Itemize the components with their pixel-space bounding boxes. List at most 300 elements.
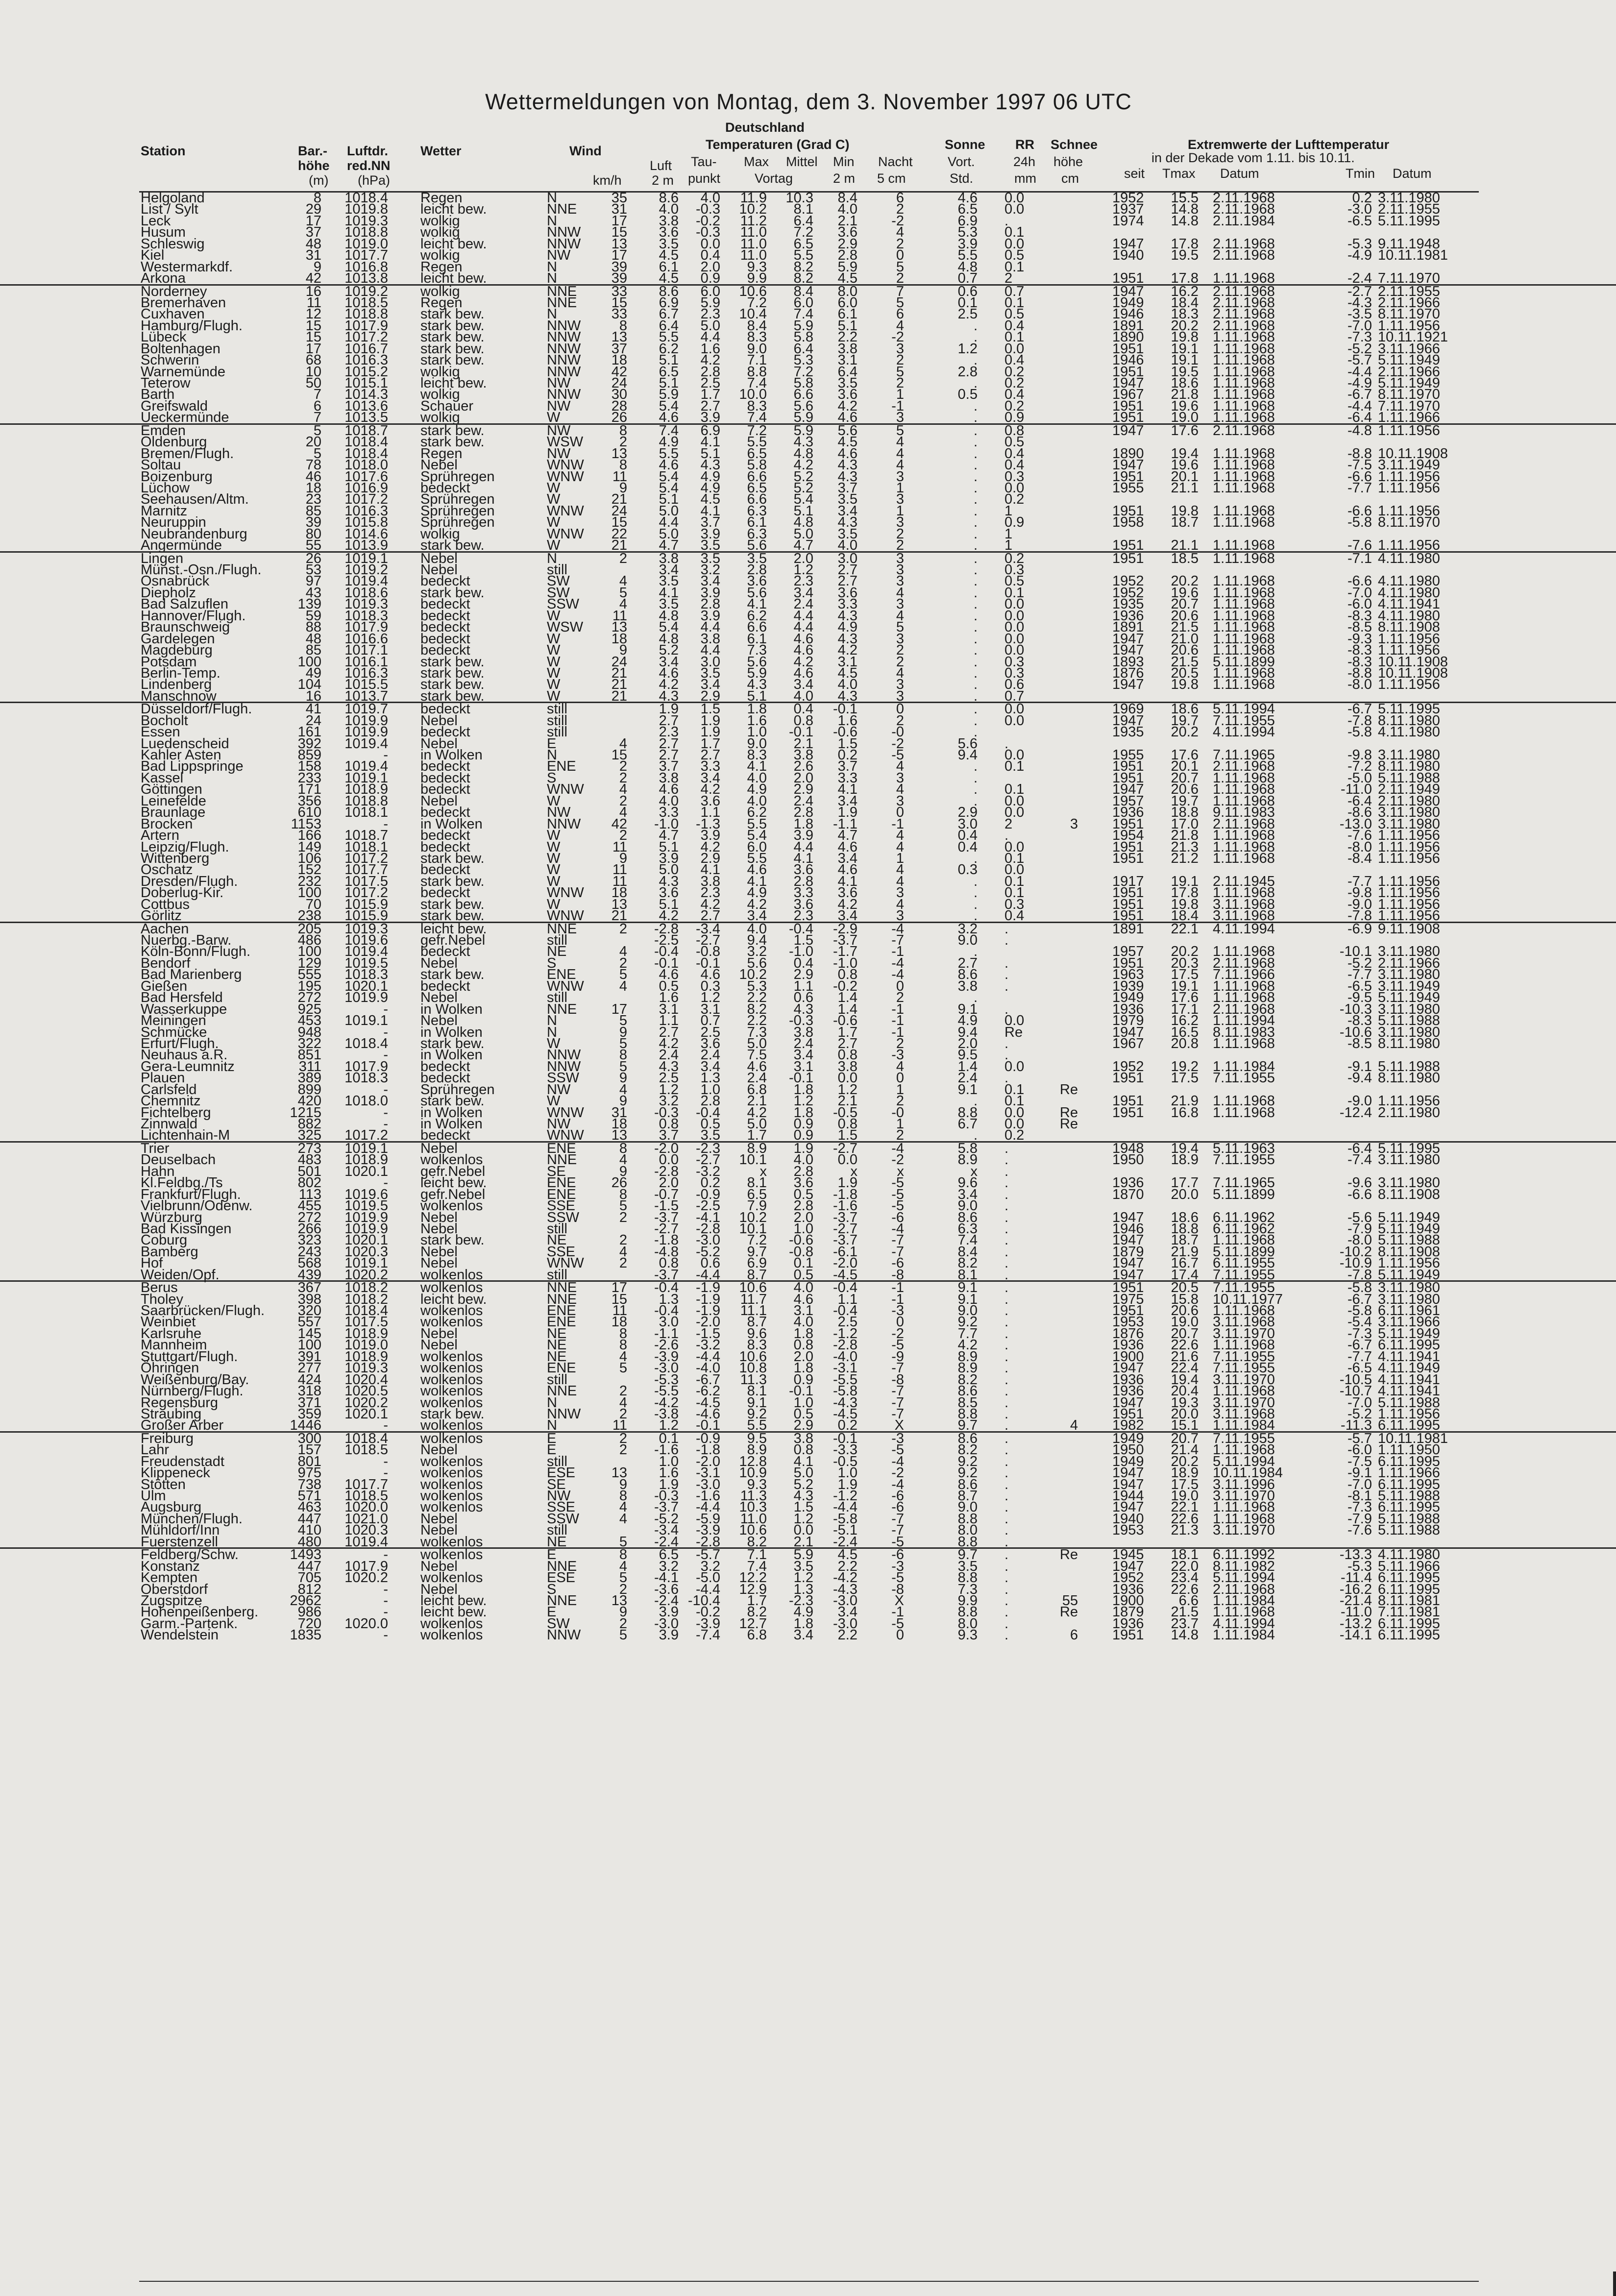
elevation: 948 — [297, 1024, 321, 1040]
air-temp: 2.0 — [659, 1175, 679, 1191]
tmax-value: 19.0 — [1171, 410, 1199, 426]
pressure: 1019.9 — [344, 1221, 388, 1237]
dewpoint: 3.4 — [700, 677, 720, 693]
wind-speed: 5 — [619, 1198, 627, 1214]
wind-speed: 24 — [611, 654, 627, 670]
wind-direction: W — [547, 480, 561, 496]
sunshine-hours: 8.5 — [957, 1394, 978, 1411]
elevation: 802 — [297, 1175, 321, 1191]
extreme-since: 1951 — [1112, 955, 1144, 971]
tmin-value: -6.6 — [1347, 1186, 1372, 1202]
min-temp: 4.6 — [837, 839, 857, 855]
elevation: 859 — [297, 747, 321, 763]
wind-direction: W — [547, 491, 561, 508]
max-temp: 11.2 — [740, 213, 767, 229]
tmax-value: 15.8 — [1171, 1291, 1199, 1307]
sunshine-hours: . — [973, 573, 978, 589]
max-temp: 4.1 — [747, 758, 767, 775]
min-temp: -3.7 — [833, 932, 857, 948]
tmin-date: 3.11.1980 — [1378, 1291, 1440, 1307]
wind-speed: 2 — [619, 550, 627, 566]
station-name: Lübeck — [141, 329, 187, 345]
sunshine-hours: 5.6 — [957, 735, 978, 752]
air-temp: -1.8 — [654, 1232, 679, 1248]
night-min-temp: 1 — [896, 503, 904, 519]
tmin-value: -16.2 — [1339, 1581, 1372, 1597]
precipitation: . — [1004, 1244, 1009, 1260]
tmax-value: 19.5 — [1171, 247, 1199, 264]
max-temp: 6.3 — [747, 503, 767, 519]
weather: stark bew. — [420, 585, 485, 601]
tmax-value: 20.2 — [1171, 944, 1199, 960]
wind-direction: NE — [547, 1348, 567, 1365]
station-group — [0, 283, 1616, 426]
sunshine-hours: 8.9 — [957, 1152, 978, 1168]
tmin-date: 5.11.1988 — [1378, 770, 1440, 786]
station-name: Klippeneck — [141, 1465, 210, 1481]
dewpoint: 5.1 — [700, 445, 720, 462]
tmin-value: -5.2 — [1347, 341, 1372, 357]
night-min-temp: 3 — [896, 514, 904, 531]
sunshine-hours: 4.8 — [957, 259, 978, 275]
max-temp: 9.0 — [747, 735, 767, 752]
min-temp: 4.6 — [837, 410, 857, 426]
min-temp: 4.1 — [837, 873, 857, 889]
min-temp: 3.1 — [837, 654, 857, 670]
wind-direction: W — [547, 688, 561, 704]
air-temp: 3.2 — [659, 1093, 679, 1109]
tmax-date: 1.11.1968 — [1213, 364, 1275, 380]
min-temp: 4.3 — [837, 688, 857, 704]
extreme-since: 1953 — [1112, 1522, 1144, 1539]
extreme-since: 1947 — [1112, 1232, 1144, 1248]
dewpoint: 3.5 — [700, 537, 720, 554]
air-temp: 4.9 — [659, 434, 679, 450]
air-temp: -3.7 — [654, 1499, 679, 1515]
wind-speed: 2 — [619, 1406, 627, 1422]
min-temp: 4.2 — [837, 642, 857, 659]
max-temp: 11.7 — [740, 1291, 767, 1307]
dewpoint: 1.5 — [700, 701, 720, 717]
air-temp: 6.7 — [659, 306, 679, 322]
min-temp: 3.8 — [837, 341, 857, 357]
extreme-since: 1958 — [1112, 514, 1144, 531]
night-min-temp: 3 — [896, 410, 904, 426]
pressure: 1019.4 — [344, 944, 388, 960]
pressure: 1020.0 — [344, 1615, 388, 1632]
wind-direction: S — [547, 1581, 557, 1597]
mean-temp: 4.6 — [793, 1291, 813, 1307]
mean-temp: 3.8 — [793, 747, 813, 763]
station-name: Ulm — [141, 1488, 166, 1504]
tmin-date: 10.11.1981 — [1378, 247, 1448, 264]
min-temp: 3.6 — [837, 585, 857, 601]
tmax-value: 16.5 — [1171, 1024, 1199, 1040]
station-name: Bamberg — [141, 1244, 198, 1260]
tmin-value: -7.3 — [1347, 1325, 1372, 1342]
tmax-date: 1.11.1968 — [1213, 793, 1275, 809]
night-min-temp: -6 — [891, 1209, 904, 1225]
night-min-temp: -4 — [891, 1140, 904, 1156]
elevation: 5 — [313, 422, 321, 439]
sunshine-hours: 3.2 — [957, 921, 978, 937]
snow-depth: Re — [1059, 1104, 1078, 1121]
max-temp: 12.8 — [739, 1453, 767, 1469]
max-temp: 9.9 — [747, 270, 767, 287]
min-temp: -3.7 — [833, 1209, 857, 1225]
mean-temp: 5.6 — [793, 398, 813, 414]
wind-direction: ENE — [547, 1303, 576, 1319]
wind-direction: W — [547, 665, 561, 681]
tmin-value: -4.4 — [1347, 398, 1372, 414]
max-temp: 7.9 — [747, 1198, 767, 1214]
precipitation: . — [1004, 1476, 1009, 1492]
night-min-temp: -6 — [891, 1488, 904, 1504]
station-name: Görlitz — [141, 908, 182, 924]
tmax-value: 20.0 — [1171, 1406, 1199, 1422]
mean-temp: 2.8 — [793, 873, 813, 889]
tmax-date: 2.11.1968 — [1213, 247, 1275, 264]
sunshine-hours: 8.2 — [957, 1371, 978, 1388]
wind-direction: NNW — [547, 224, 581, 241]
header-precip: RR — [1015, 137, 1034, 152]
tmin-date: 1.11.1956 — [1378, 839, 1440, 855]
elevation: 389 — [297, 1070, 321, 1086]
tmax-date: 2.11.1968 — [1213, 1001, 1275, 1017]
sunshine-hours: 6.7 — [957, 1116, 978, 1132]
station-name: Münst.-Osn./Flugh. — [141, 562, 262, 578]
mean-temp: 3.5 — [793, 1558, 813, 1574]
tmax-value: 19.2 — [1171, 1058, 1199, 1075]
pressure: - — [383, 1453, 388, 1469]
station-name: Bocholt — [141, 712, 188, 729]
dewpoint: 0.3 — [700, 978, 720, 994]
pressure: 1013.6 — [344, 398, 388, 414]
extreme-since: 1890 — [1112, 445, 1144, 462]
max-temp: 3.4 — [747, 908, 767, 924]
elevation: 1493 — [290, 1547, 321, 1563]
dewpoint: -4.6 — [696, 1406, 720, 1422]
wind-speed: 2 — [619, 921, 627, 937]
min-temp: 4.6 — [837, 445, 857, 462]
precipitation: . — [1004, 1394, 1009, 1411]
dewpoint: -3.0 — [696, 1476, 720, 1492]
station-name: Kempten — [141, 1570, 198, 1586]
pressure: 1019.6 — [344, 932, 388, 948]
mean-temp: 2.8 — [793, 805, 813, 821]
min-temp: -2.7 — [833, 1221, 857, 1237]
tmin-date: 2.11.1955 — [1378, 283, 1440, 299]
air-temp: 3.1 — [659, 1001, 679, 1017]
station-name: Großer Arber — [141, 1417, 224, 1434]
sunshine-hours: . — [973, 468, 978, 485]
sunshine-hours: 8.6 — [957, 967, 978, 983]
wind-speed: 4 — [619, 735, 627, 752]
wind-speed: 8 — [619, 457, 627, 473]
mean-temp: -0.1 — [789, 1070, 813, 1086]
air-temp: 1.2 — [659, 1081, 679, 1098]
min-temp: -5.5 — [833, 1371, 857, 1388]
precipitation: 0.3 — [1004, 665, 1025, 681]
mean-temp: 4.2 — [793, 457, 813, 473]
min-temp: 3.4 — [837, 793, 857, 809]
wind-speed: 9 — [619, 1163, 627, 1179]
tmax-date: 1.11.1968 — [1213, 387, 1275, 403]
mean-temp: 1.5 — [793, 932, 813, 948]
night-min-temp: -8 — [891, 1581, 904, 1597]
night-min-temp: 3 — [896, 677, 904, 693]
pressure: 1018.1 — [344, 805, 388, 821]
air-temp: 4.5 — [659, 270, 679, 287]
air-temp: -4.8 — [654, 1244, 679, 1260]
weather: leicht bew. — [420, 921, 487, 937]
min-temp: 4.3 — [837, 631, 857, 647]
tmax-date: 5.11.1994 — [1213, 1453, 1275, 1469]
wind-direction: W — [547, 1093, 561, 1109]
tmin-date: 2.11.1966 — [1378, 955, 1440, 971]
min-temp: -1.1 — [833, 816, 857, 832]
elevation: 300 — [297, 1430, 321, 1446]
min-temp: -3.0 — [833, 1592, 857, 1609]
pressure: 1017.9 — [344, 619, 388, 635]
tmin-date: 3.11.1980 — [1378, 1024, 1440, 1040]
precipitation: . — [1004, 1627, 1009, 1643]
night-min-temp: -2 — [891, 1152, 904, 1168]
extreme-since: 1936 — [1112, 608, 1144, 624]
wind-direction: WSW — [547, 434, 584, 450]
sunshine-hours: 1.2 — [957, 341, 978, 357]
tmax-value: 21.0 — [1171, 631, 1199, 647]
tmax-value: 22.1 — [1171, 921, 1199, 937]
station-name: Bremerhaven — [141, 294, 226, 311]
tmax-value: 20.8 — [1171, 1035, 1199, 1051]
pressure: 1017.9 — [344, 318, 388, 334]
tmax-value: 18.9 — [1171, 1465, 1199, 1481]
wind-direction: WNW — [547, 526, 584, 542]
mean-temp: -0.8 — [789, 1244, 813, 1260]
pressure: 1019.3 — [344, 213, 388, 229]
min-temp: 4.0 — [837, 677, 857, 693]
pressure: - — [383, 1001, 388, 1017]
tmax-value: 19.3 — [1171, 1394, 1199, 1411]
tmin-date: 5.11.1988 — [1378, 1488, 1440, 1504]
night-min-temp: -7 — [891, 1360, 904, 1376]
weather: Nebel — [420, 1581, 458, 1597]
night-min-temp: -5 — [891, 1615, 904, 1632]
elevation: 2962 — [290, 1592, 321, 1609]
tmax-date: 1.11.1968 — [1213, 410, 1275, 426]
tmin-value: -6.0 — [1347, 596, 1372, 612]
precipitation: 0.1 — [1004, 885, 1025, 901]
precipitation: . — [1004, 1001, 1009, 1017]
precipitation: 0.0 — [1004, 480, 1025, 496]
sunshine-hours: . — [973, 873, 978, 889]
pressure: 1015.5 — [344, 677, 388, 693]
extreme-since: 1947 — [1112, 1255, 1144, 1271]
elevation: 48 — [305, 631, 321, 647]
air-temp: 5.9 — [659, 387, 679, 403]
extreme-since: 1891 — [1112, 619, 1144, 635]
mean-temp: 1.8 — [793, 1325, 813, 1342]
wind-direction: SSE — [547, 1499, 576, 1515]
wind-direction: NNE — [547, 294, 577, 311]
precipitation: Re — [1004, 1024, 1023, 1040]
max-temp: 10.2 — [739, 967, 767, 983]
max-temp: 10.4 — [739, 306, 767, 322]
tmin-date: 4.11.1980 — [1378, 585, 1440, 601]
wind-speed: 18 — [611, 631, 627, 647]
tmin-value: -8.0 — [1347, 677, 1372, 693]
max-temp: 7.2 — [747, 422, 767, 439]
air-temp: 4.0 — [659, 201, 679, 218]
wind-speed: 4 — [619, 1394, 627, 1411]
pressure: 1013.5 — [344, 410, 388, 426]
max-temp: 5.6 — [747, 537, 767, 554]
pressure: 1020.4 — [344, 1371, 388, 1388]
night-min-temp: 1 — [896, 1116, 904, 1132]
night-min-temp: 2 — [896, 352, 904, 368]
air-temp: 4.6 — [659, 410, 679, 426]
wind-speed: 28 — [611, 398, 627, 414]
pressure: 1016.8 — [344, 259, 388, 275]
sunshine-hours: . — [973, 990, 978, 1006]
station-name: Brocken — [141, 816, 193, 832]
tmin-date: 7.11.1981 — [1378, 1604, 1440, 1620]
pressure: 1017.1 — [344, 642, 388, 659]
wind-speed: 17 — [611, 213, 627, 229]
tmin-date: 8.11.1980 — [1378, 1035, 1440, 1051]
wind-speed: 11 — [612, 468, 627, 485]
mean-temp: 1.2 — [793, 1093, 813, 1109]
elevation: 555 — [297, 967, 321, 983]
station-name: Warnemünde — [141, 364, 226, 380]
sunshine-hours: 9.7 — [957, 1547, 978, 1563]
pressure: 1017.6 — [344, 468, 388, 485]
min-temp: 3.3 — [837, 770, 857, 786]
night-min-temp: -4 — [891, 1221, 904, 1237]
station-name: Freudenstadt — [141, 1453, 224, 1469]
dewpoint: 4.1 — [700, 434, 720, 450]
night-min-temp: -7 — [891, 1394, 904, 1411]
elevation: 106 — [297, 850, 321, 866]
night-min-temp: -5 — [891, 1442, 904, 1458]
dewpoint: 0.9 — [700, 270, 720, 287]
sunshine-hours: 8.8 — [957, 1604, 978, 1620]
tmin-date: 1.11.1956 — [1378, 631, 1440, 647]
dewpoint: 1.3 — [700, 1070, 720, 1086]
tmax-date: 5.11.1899 — [1213, 1244, 1275, 1260]
pressure: 1017.5 — [344, 1314, 388, 1330]
wind-speed: 9 — [619, 1024, 627, 1040]
elevation: 15 — [305, 318, 321, 334]
dewpoint: 6.9 — [700, 422, 720, 439]
tmax-value: 17.5 — [1171, 1070, 1199, 1086]
precipitation: 0.1 — [1004, 259, 1025, 275]
snow-depth: Re — [1059, 1116, 1078, 1132]
extreme-since: 1951 — [1112, 1406, 1144, 1422]
table-row — [0, 1267, 1616, 1283]
night-min-temp: -6 — [891, 1547, 904, 1563]
max-temp: 9.6 — [747, 1325, 767, 1342]
dewpoint: 1.6 — [700, 341, 720, 357]
tmin-value: -6.7 — [1347, 387, 1372, 403]
mean-temp: 0.8 — [793, 712, 813, 729]
night-min-temp: -7 — [891, 1232, 904, 1248]
extreme-since: 1951 — [1112, 1093, 1144, 1109]
tmin-date: 3.11.1980 — [1378, 1175, 1440, 1191]
tmin-value: -5.3 — [1347, 1558, 1372, 1574]
weather: Nebel — [420, 562, 458, 578]
wind-direction: S — [547, 955, 557, 971]
max-temp: 8.1 — [747, 1383, 767, 1399]
station-name: Feldberg/Schw. — [141, 1547, 239, 1563]
wind-speed: 2 — [619, 770, 627, 786]
elevation: 398 — [297, 1291, 321, 1307]
weather: wolkenlos — [420, 1348, 483, 1365]
dewpoint: 0.4 — [700, 247, 720, 264]
weather: bedeckt — [420, 642, 470, 659]
elevation: 568 — [297, 1255, 321, 1271]
station-name: Karlsruhe — [141, 1325, 202, 1342]
pressure: 1017.7 — [344, 1476, 388, 1492]
dewpoint: 1.1 — [700, 805, 720, 821]
extreme-since: 1936 — [1112, 1383, 1144, 1399]
wind-direction: NNW — [547, 1627, 581, 1643]
mean-temp: 5.4 — [793, 491, 813, 508]
weather: Nebel — [420, 990, 458, 1006]
dewpoint: -0.9 — [696, 1430, 720, 1446]
wind-speed: 5 — [619, 1360, 627, 1376]
tmin-value: -5.7 — [1347, 1430, 1372, 1446]
elevation: 322 — [297, 1035, 321, 1051]
tmin-date: 5.11.1995 — [1378, 701, 1440, 717]
precipitation: 1 — [1004, 526, 1013, 542]
wind-speed: 21 — [611, 908, 627, 924]
tmin-date: 5.11.1988 — [1378, 1058, 1440, 1075]
precipitation: . — [1004, 1070, 1009, 1086]
max-temp: 12.7 — [739, 1615, 767, 1632]
pressure: - — [383, 816, 388, 832]
station-name: Barth — [141, 387, 175, 403]
wind-direction: SW — [547, 573, 570, 589]
tmax-value: 20.4 — [1171, 1383, 1199, 1399]
wind-direction: still — [547, 1371, 567, 1388]
precipitation: 0.4 — [1004, 457, 1025, 473]
wind-speed: 8 — [619, 1325, 627, 1342]
mean-temp: 4.6 — [793, 642, 813, 659]
dewpoint: -2.7 — [696, 1152, 720, 1168]
station-name: Kl.Feldbg./Ts — [141, 1175, 223, 1191]
precipitation: . — [1004, 213, 1009, 229]
mean-temp: 2.0 — [793, 550, 813, 566]
extreme-since: 1947 — [1112, 457, 1144, 473]
pressure: 1018.0 — [344, 457, 388, 473]
tmax-date: 1.11.1968 — [1213, 990, 1275, 1006]
wind-direction: NNW — [547, 1058, 581, 1075]
tmax-value: 18.1 — [1171, 1547, 1199, 1563]
max-temp: 7.4 — [747, 410, 767, 426]
dewpoint: -0.4 — [696, 1104, 720, 1121]
tmax-date: 1.11.1968 — [1213, 514, 1275, 531]
mean-temp: 2.1 — [793, 735, 813, 752]
tmax-value: 22.1 — [1171, 1499, 1199, 1515]
mean-temp: 4.1 — [793, 850, 813, 866]
tmin-date: 1.11.1956 — [1378, 850, 1440, 866]
pressure: 1017.9 — [344, 1058, 388, 1075]
air-temp: -3.0 — [654, 1615, 679, 1632]
sunshine-hours: 3.4 — [957, 1186, 978, 1202]
pressure: - — [383, 1116, 388, 1132]
